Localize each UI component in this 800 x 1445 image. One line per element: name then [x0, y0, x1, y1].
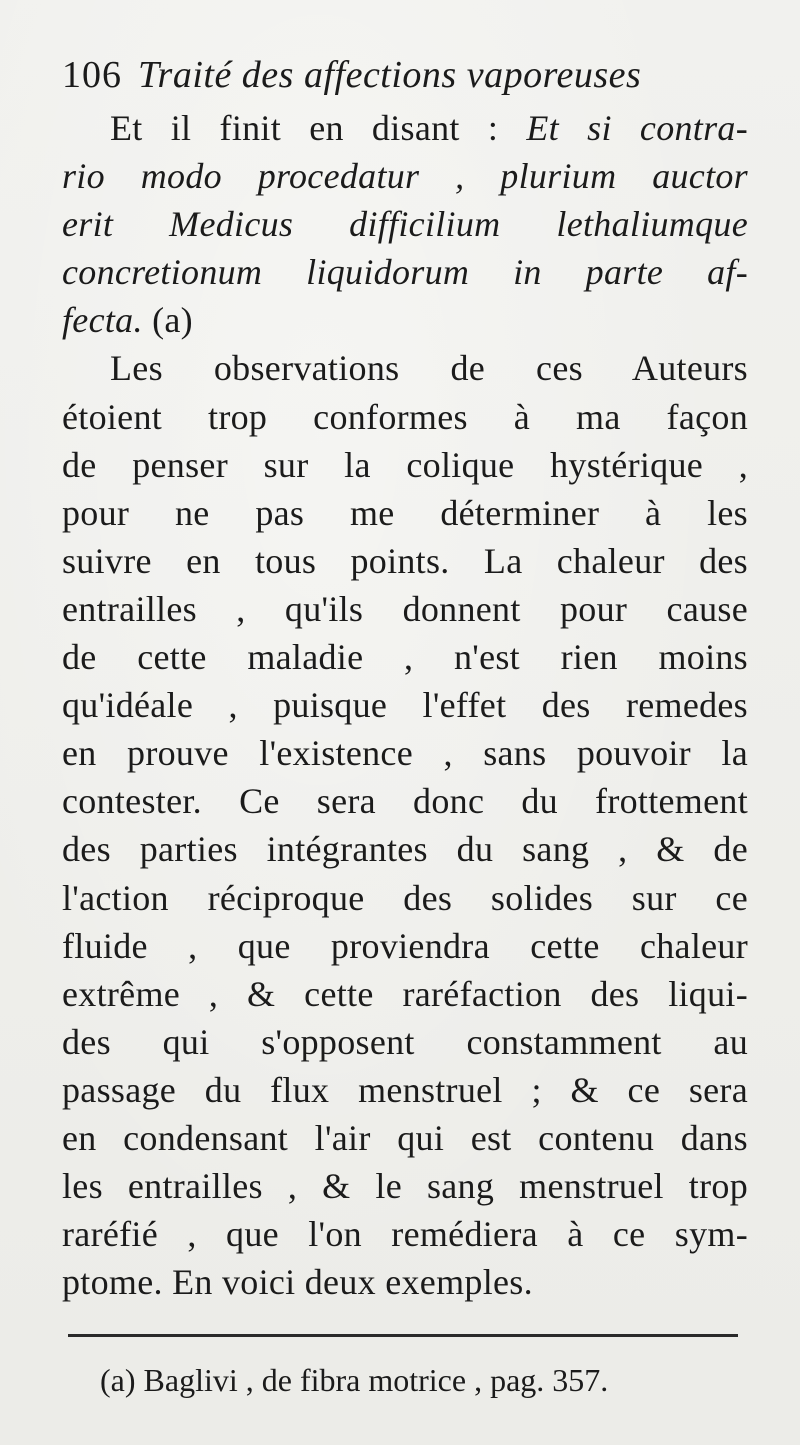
text-line: en condensant l'air qui est contenu dans — [62, 1117, 748, 1158]
footnote-reference: (a) — [142, 300, 193, 341]
text-line: suivre en tous points. La chaleur des — [62, 540, 748, 581]
footnote-rule — [68, 1334, 738, 1337]
italic-text: rio modo procedatur , plurium auctor — [62, 156, 748, 197]
footnote — [62, 1359, 748, 1401]
text-line: qu'idéale , puisque l'effet des remedes — [62, 685, 748, 726]
text-line: étoient trop conformes à ma façon — [62, 396, 748, 437]
text-line — [62, 152, 748, 200]
italic-text: concretionum liquidorum in parte af- — [62, 252, 748, 293]
text-line: ptome. En voici deux exemples. — [62, 1262, 533, 1303]
text-line: les entrailles , & le sang menstruel trop — [62, 1166, 748, 1207]
running-title: Traité des affections vaporeuses — [138, 54, 642, 96]
page-number: 106 — [62, 54, 122, 96]
italic-text: Et si contra- — [526, 108, 748, 148]
text-line: des parties intégrantes du sang , & de — [62, 829, 748, 870]
text-line — [62, 248, 748, 296]
text-line: entrailles , qu'ils donnent pour cause — [62, 588, 748, 629]
text-line: raréfié , que l'on remédiera à ce sym- — [62, 1214, 748, 1255]
page-content — [62, 52, 748, 1401]
text-line — [62, 200, 748, 248]
text-line: de penser sur la colique hystérique , — [62, 444, 748, 485]
text-line: l'action réciproque des solides sur ce — [62, 877, 748, 918]
page-header — [62, 52, 748, 104]
text-line: des qui s'opposent constamment au — [62, 1021, 748, 1062]
text-line: fluide , que proviendra cette chaleur — [62, 925, 748, 966]
text-line: Les observations de ces Auteurs — [110, 348, 748, 389]
text-line — [62, 296, 748, 344]
text-line: contester. Ce sera donc du frottement — [62, 781, 748, 822]
italic-text: fecta. — [62, 300, 143, 341]
italic-text: erit Medicus difficilium lethaliumque — [62, 204, 748, 245]
text-line — [62, 104, 748, 152]
roman-text: Et il finit en disant : — [110, 108, 527, 148]
paragraph-1 — [62, 104, 748, 344]
paragraph-2 — [62, 344, 748, 1306]
text-line: en prouve l'existence , sans pouvoir la — [62, 733, 748, 774]
text-line: pour ne pas me déterminer à les — [62, 492, 748, 533]
text-line: passage du flux menstruel ; & ce sera — [62, 1069, 748, 1110]
footnote-text: Baglivi , de fibra motrice , pag. 357. — [135, 1362, 609, 1399]
footnote-marker: (a) — [100, 1362, 136, 1399]
text-line: de cette maladie , n'est rien moins — [62, 637, 748, 678]
text-line: extrême , & cette raréfaction des liqui- — [62, 973, 748, 1014]
